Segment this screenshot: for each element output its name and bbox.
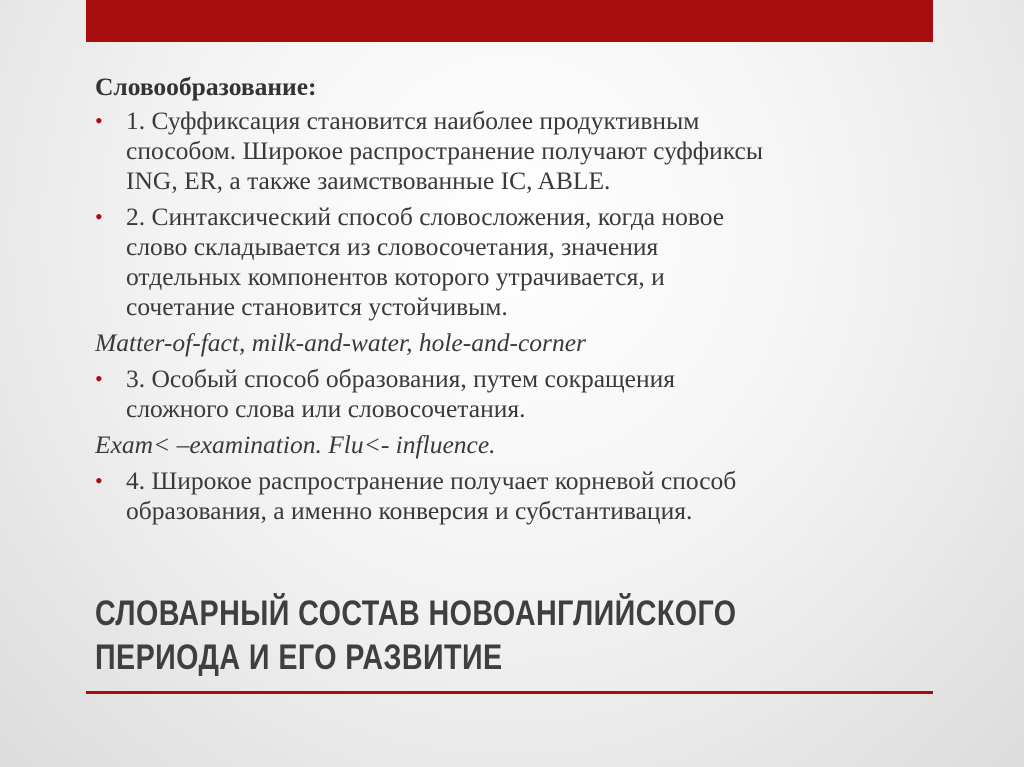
bullet-line: слово складывается из словосочетания, значения <box>126 232 659 261</box>
slide-title <box>95 592 776 680</box>
bullet-icon: • <box>95 204 103 229</box>
bullet-icon: • <box>95 468 103 493</box>
slide-title-line-1: СЛОВАРНЫЙ СОСТАВ НОВОАНГЛИЙСКОГО <box>95 594 737 633</box>
bullet-icon: • <box>95 108 103 133</box>
slide-body <box>95 72 925 532</box>
body-heading: Словообразование: <box>95 72 317 101</box>
bullet-item-2 <box>95 202 925 322</box>
title-underline <box>86 691 933 694</box>
slide-title-line-2: ПЕРИОДА И ЕГО РАЗВИТИЕ <box>95 638 503 677</box>
bullet-line: способом. Широкое распространение получают суффиксы <box>126 136 763 165</box>
bullet-line: 1. Суффиксация становится наиболее продуктивным <box>126 106 700 135</box>
bullet-line: 2. Синтаксический способ словосложения, когда новое <box>126 202 725 231</box>
bullet-line: сложного слова или словосочетания. <box>126 394 526 423</box>
bullet-icon: • <box>95 366 103 391</box>
bullet-item-4 <box>95 466 925 526</box>
bullet-line: образования, а именно конверсия и субстантивация. <box>126 496 693 525</box>
bullet-item-3 <box>95 364 925 424</box>
bullet-line: отдельных компонентов которого утрачивается, и <box>126 262 665 291</box>
bullet-line: сочетание становится устойчивым. <box>126 292 508 321</box>
bullet-line: 4. Широкое распространение получает корневой способ <box>126 466 737 495</box>
bullet-item-1 <box>95 106 925 196</box>
bullet-line: 3. Особый способ образования, путем сокращения <box>126 364 676 393</box>
bullet-line: ING, ER, а также заимствованные IC, ABLE. <box>126 166 611 195</box>
example-line-1: Matter-of-fact, milk-and-water, hole-and-corner <box>95 328 586 357</box>
top-accent-bar <box>86 0 933 42</box>
example-line-2: Exam< –examination. Flu<- influence. <box>95 430 496 459</box>
